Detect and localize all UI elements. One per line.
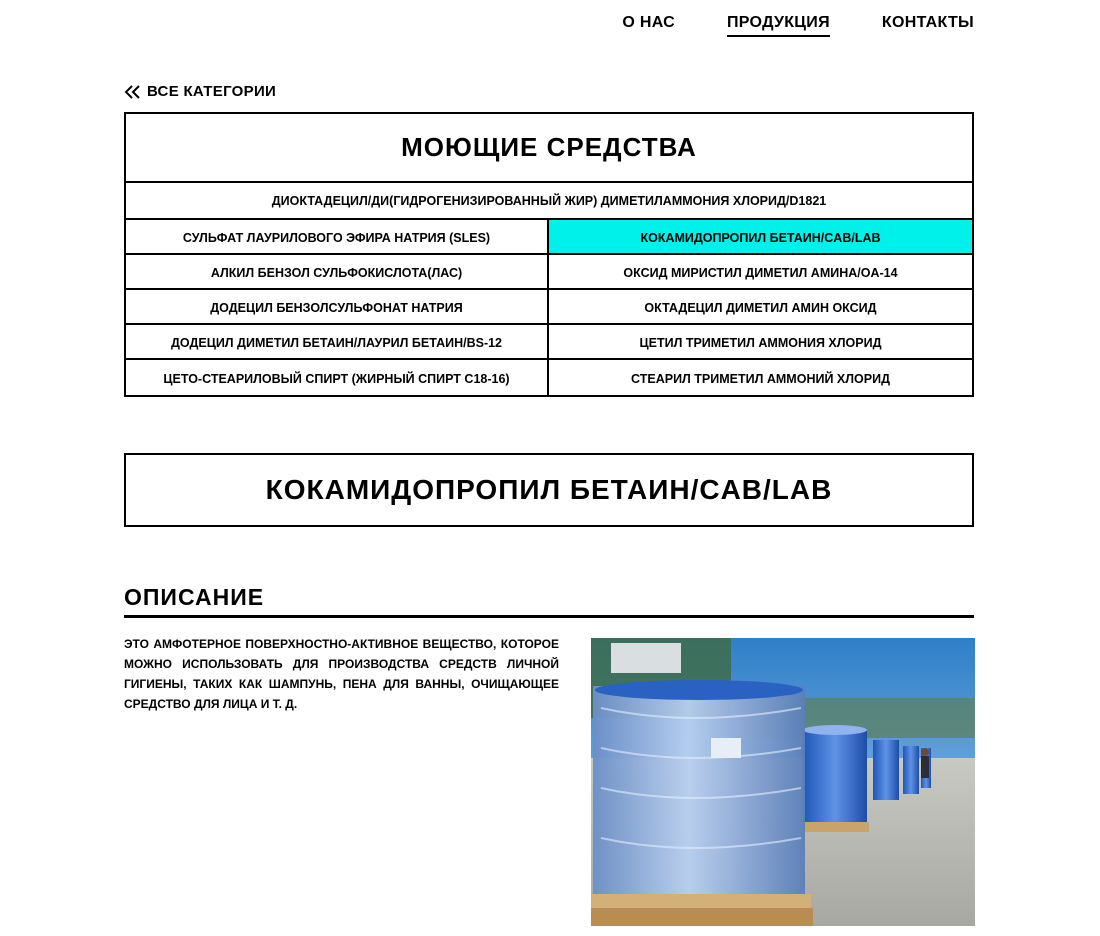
product-link-bs12[interactable]: ДОДЕЦИЛ ДИМЕТИЛ БЕТАИН/ЛАУРИЛ БЕТАИН/BS-12 — [126, 325, 549, 360]
nav-about[interactable]: О НАС — [622, 14, 675, 31]
product-photo — [591, 638, 975, 926]
product-link-oa14[interactable]: ОКСИД МИРИСТИЛ ДИМЕТИЛ АМИНА/OA-14 — [549, 255, 972, 290]
product-link-stearyl-trimethyl-ammonium-chloride[interactable]: СТЕАРИЛ ТРИМЕТИЛ АММОНИЙ ХЛОРИД — [631, 372, 890, 386]
product-link-cetostearyl-alcohol[interactable]: ЦЕТО-СТЕАРИЛОВЫЙ СПИРТ (ЖИРНЫЙ СПИРТ C18-16) — [126, 360, 549, 395]
product-link-cetyl-trimethyl-ammonium-chloride[interactable]: ЦЕТИЛ ТРИМЕТИЛ АММОНИЯ ХЛОРИД — [549, 325, 972, 360]
product-link-sodium-dodecylbenzenesulfonate[interactable]: ДОДЕЦИЛ БЕНЗОЛСУЛЬФОНАТ НАТРИЯ — [126, 290, 549, 325]
product-link-octadecyl-dimethyl-amine-oxide[interactable]: ОКТАДЕЦИЛ ДИМЕТИЛ АМИН ОКСИД — [549, 290, 972, 325]
nav-products[interactable]: ПРОДУКЦИЯ — [727, 14, 830, 37]
product-link-cab-active[interactable]: КОКАМИДОПРОПИЛ БЕТАИН/CAB/LAB — [549, 220, 972, 255]
double-chevron-left-icon — [124, 85, 141, 99]
nav-contacts[interactable]: КОНТАКТЫ — [881, 14, 974, 31]
product-link-d1821[interactable]: ДИОКТАДЕЦИЛ/ДИ(ГИДРОГЕНИЗИРОВАННЫЙ ЖИР) ДИМЕТИЛАММОНИЯ ХЛОРИД/D1821 — [126, 183, 972, 220]
category-table — [124, 112, 974, 397]
description-text: ЭТО АМФОТЕРНОЕ ПОВЕРХНОСТНО-АКТИВНОЕ ВЕЩЕСТВО, КОТОРОЕ МОЖНО ИСПОЛЬЗОВАТЬ ДЛЯ ПРОИЗВОДСТВА СРЕДСТВ ЛИЧНОЙ ГИГИЕНЫ, ТАКИХ КАК ШАМПУНЬ, ПЕНА ДЛЯ ВАННЫ, ОЧИЩАЮЩЕЕ СРЕДСТВО ДЛЯ ЛИЦА И Т. Д. — [124, 637, 559, 711]
top-nav — [622, 14, 974, 37]
product-title: КОКАМИДОПРОПИЛ БЕТАИН/CAB/LAB — [124, 453, 974, 527]
product-link-las[interactable]: АЛКИЛ БЕНЗОЛ СУЛЬФОКИСЛОТА(ЛАС) — [126, 255, 549, 290]
category-title: МОЮЩИЕ СРЕДСТВА — [126, 114, 972, 183]
description-heading: ОПИСАНИЕ — [124, 584, 974, 618]
product-grid — [126, 220, 972, 395]
back-to-categories-link[interactable] — [124, 83, 276, 100]
product-link-sles[interactable]: СУЛЬФАТ ЛАУРИЛОВОГО ЭФИРА НАТРИЯ (SLES) — [126, 220, 549, 255]
product-photo-image — [591, 638, 975, 926]
back-link-label: ВСЕ КАТЕГОРИИ — [147, 83, 277, 100]
